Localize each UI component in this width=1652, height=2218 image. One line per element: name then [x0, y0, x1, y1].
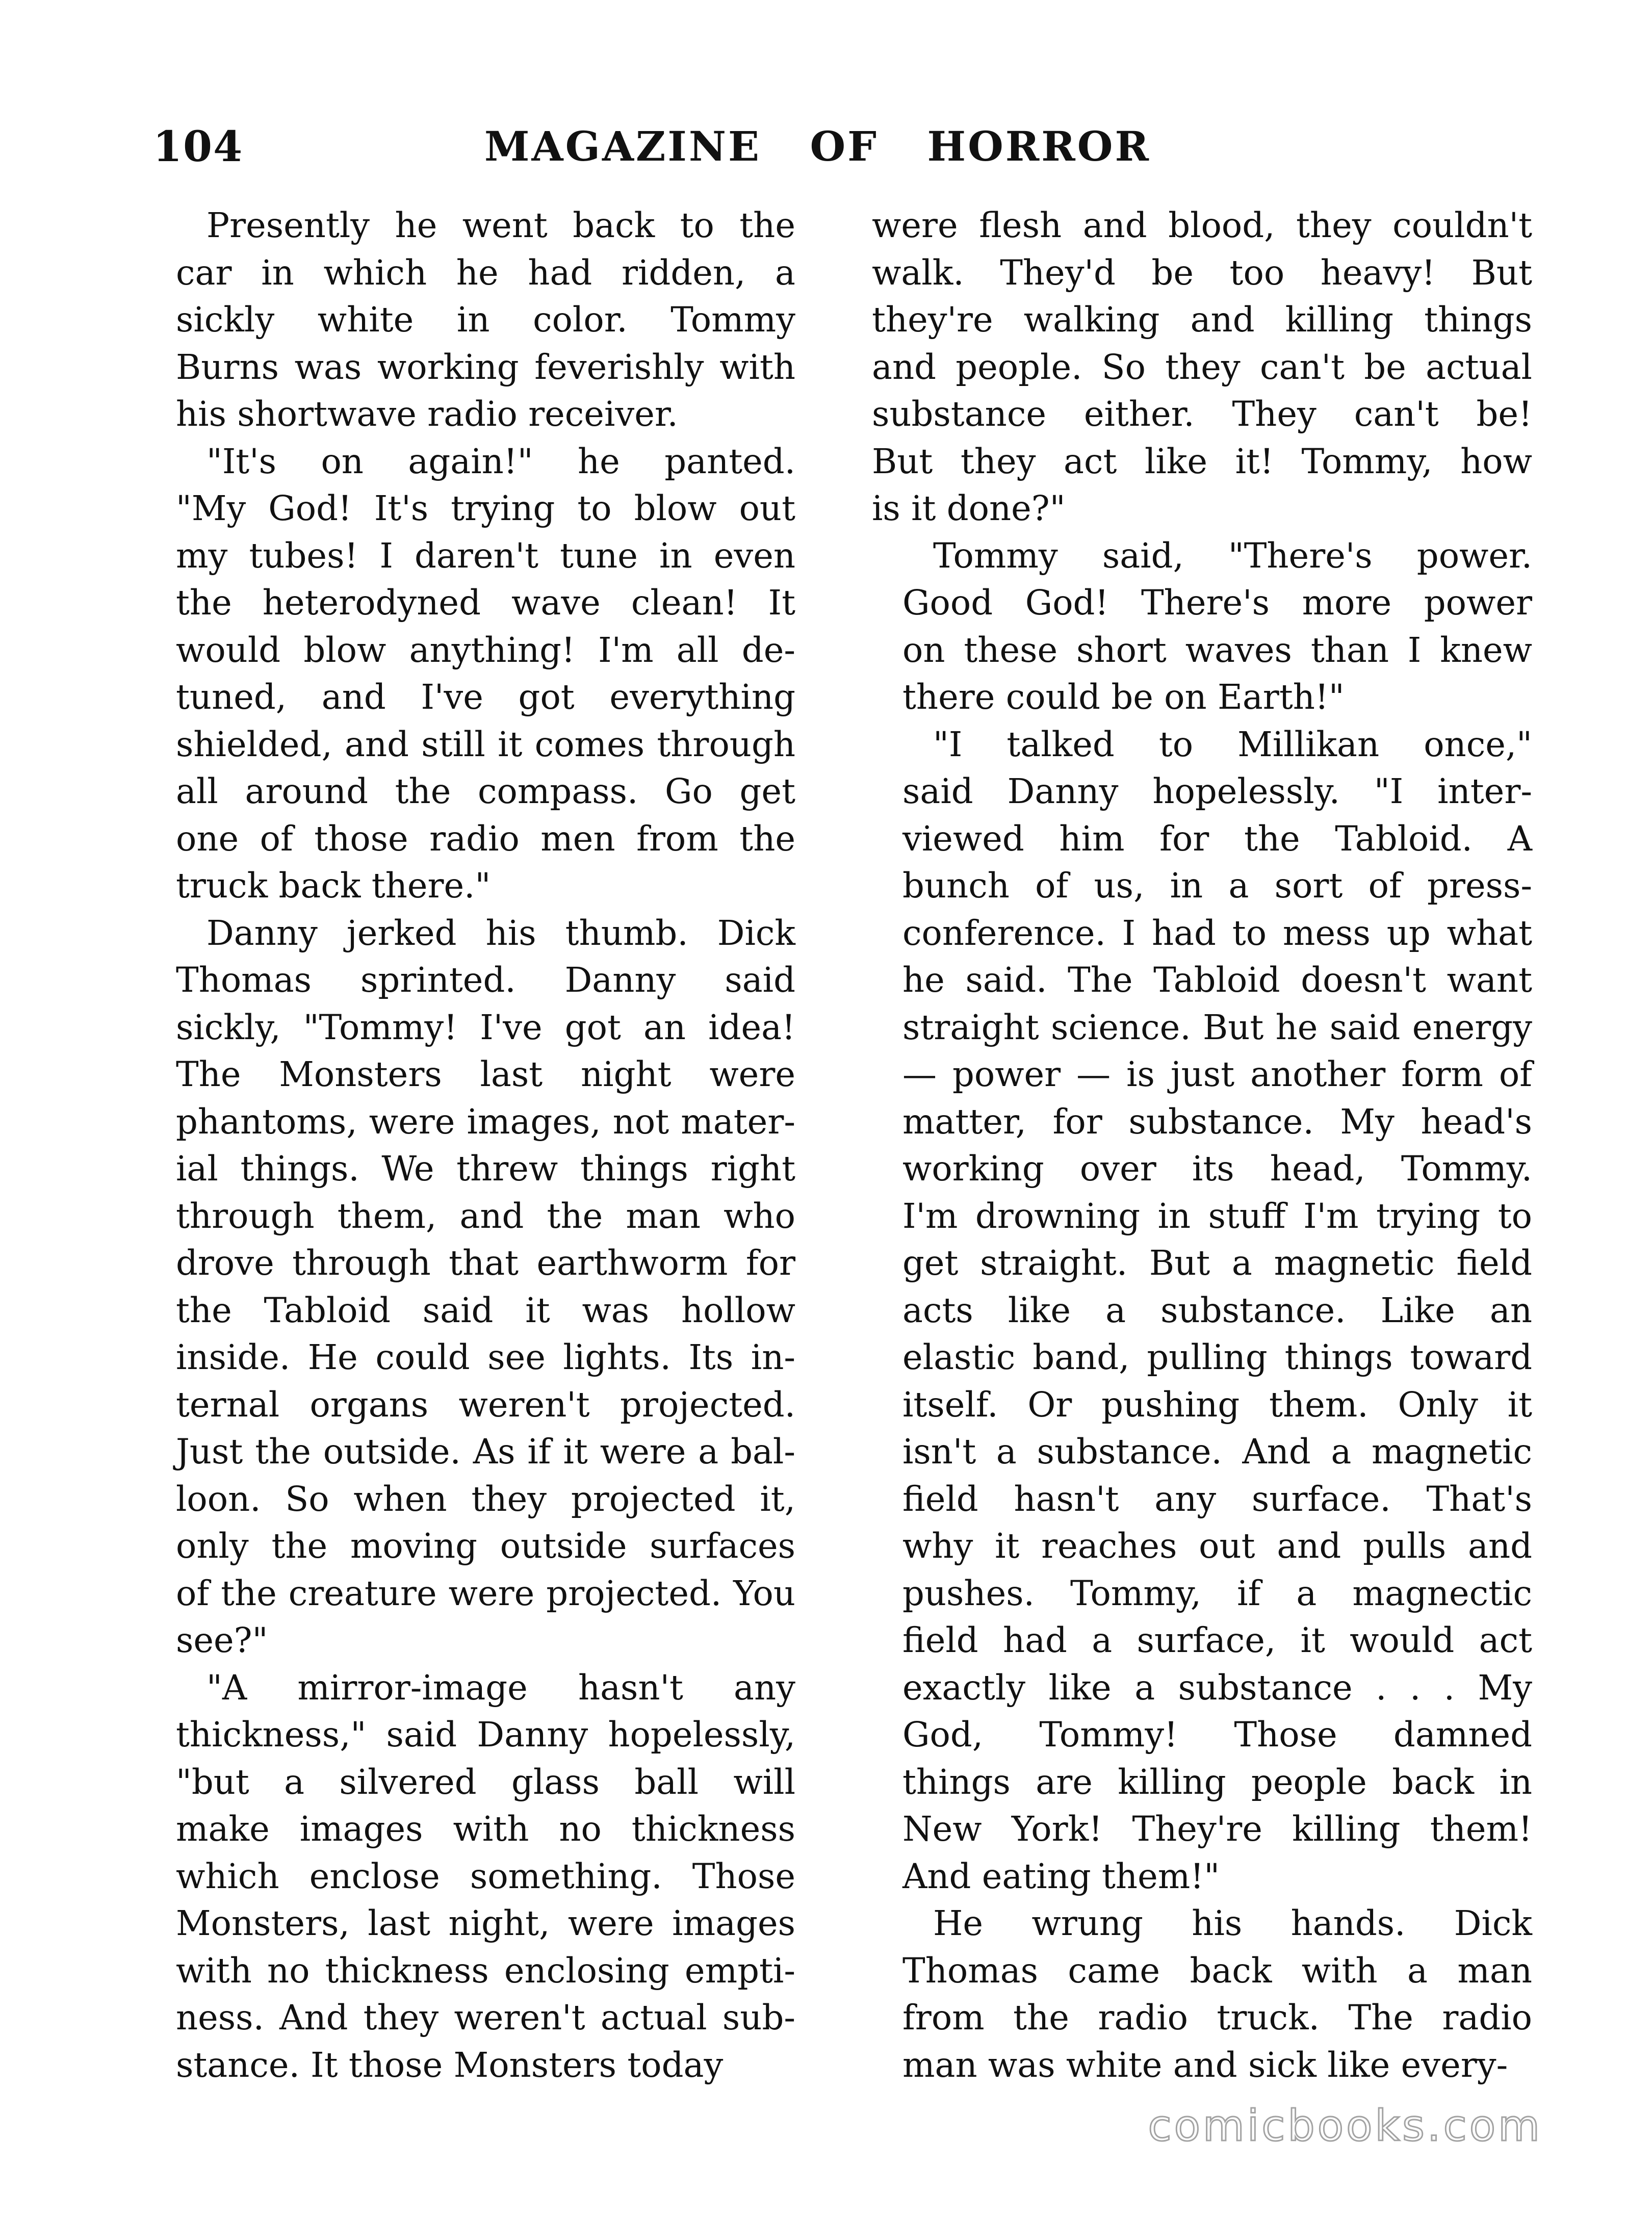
text-line: make images with no thickness — [176, 1809, 795, 1849]
text-line: And eating them!" — [902, 1856, 1220, 1896]
text-line: ial things. We threw things right — [176, 1149, 795, 1189]
text-line: through them, and the man who — [176, 1196, 795, 1236]
text-line: thickness," said Danny hopelessly, — [176, 1715, 795, 1755]
text-line: Danny jerked his thumb. Dick — [206, 913, 795, 953]
text-line: he said. The Tabloid doesn't want — [902, 960, 1532, 1000]
text-line: drove through that earthworm for — [176, 1243, 795, 1283]
text-line: Good God! There's more power — [902, 583, 1532, 623]
text-line: pushes. Tommy, if a magnectic — [902, 1573, 1532, 1613]
text-line: which enclose something. Those — [176, 1856, 795, 1896]
text-line: get straight. But a magnetic field — [902, 1243, 1532, 1283]
text-line: field had a surface, it would act — [902, 1620, 1532, 1660]
text-line: — power — is just another form of — [902, 1054, 1532, 1094]
text-line: viewed him for the Tabloid. A — [902, 818, 1532, 859]
text-line: his shortwave radio receiver. — [176, 394, 678, 434]
text-line: is it done?" — [872, 488, 1066, 528]
paragraph — [145, 1664, 795, 2089]
text-line: and people. So they can't be actual — [872, 347, 1532, 387]
running-title: MAGAZINE OF HORROR — [484, 122, 1151, 170]
text-line: the heterodyned wave clean! It — [176, 583, 795, 623]
text-line: said Danny hopelessly. "I inter- — [902, 771, 1532, 811]
page-header — [153, 122, 1530, 184]
paragraph — [872, 532, 1532, 721]
text-line: on these short waves than I knew — [902, 630, 1532, 670]
text-line: "A mirror-image hasn't any — [206, 1667, 795, 1708]
text-line: Presently he went back to the — [206, 205, 795, 245]
text-line: they're walking and killing things — [872, 300, 1532, 340]
page-number: 104 — [153, 122, 244, 171]
paragraph — [145, 910, 795, 1664]
text-line: Thomas came back with a man — [902, 1950, 1532, 1991]
paragraph — [145, 202, 795, 438]
left-column — [145, 202, 795, 2088]
watermark: comicbooks.com — [1148, 2101, 1542, 2151]
text-line: substance either. They can't be! — [872, 394, 1532, 434]
text-line: ness. And they weren't actual sub- — [176, 1998, 795, 2038]
text-line: all around the compass. Go get — [176, 771, 795, 811]
text-line: elastic band, pulling things toward — [902, 1337, 1532, 1377]
text-line: of the creature were projected. You — [176, 1573, 795, 1613]
text-line: my tubes! I daren't tune in even — [176, 535, 795, 576]
text-line: would blow anything! I'm all de- — [176, 630, 795, 670]
text-line: bunch of us, in a sort of press- — [902, 866, 1532, 906]
text-line: matter, for substance. My head's — [902, 1101, 1532, 1142]
text-line: itself. Or pushing them. Only it — [902, 1384, 1532, 1425]
text-line: New York! They're killing them! — [902, 1809, 1532, 1849]
text-line: tuned, and I've got everything — [176, 677, 795, 717]
paragraph — [872, 721, 1532, 1900]
text-line: Burns was working feverishly with — [176, 347, 795, 387]
right-column — [872, 202, 1532, 2088]
text-line: there could be on Earth!" — [902, 677, 1345, 717]
text-line: working over its head, Tommy. — [902, 1149, 1532, 1189]
text-line: why it reaches out and pulls and — [902, 1526, 1532, 1566]
text-line: Monsters, last night, were images — [176, 1903, 795, 1943]
text-line: sickly, "Tommy! I've got an idea! — [176, 1007, 795, 1047]
text-line: loon. So when they projected it, — [176, 1479, 795, 1519]
text-line: one of those radio men from the — [176, 818, 795, 859]
text-line: acts like a substance. Like an — [902, 1290, 1532, 1330]
text-line: phantoms, were images, not mater- — [176, 1101, 795, 1142]
text-line: "My God! It's trying to blow out — [176, 488, 795, 528]
text-line: But they act like it! Tommy, how — [872, 441, 1532, 481]
text-line: The Monsters last night were — [176, 1054, 795, 1094]
text-line: Tommy said, "There's power. — [933, 535, 1532, 576]
paragraph — [145, 438, 795, 910]
text-line: truck back there." — [176, 866, 491, 906]
text-line: were flesh and blood, they couldn't — [872, 205, 1532, 245]
text-line: only the moving outside surfaces — [176, 1526, 795, 1566]
text-line: Just the outside. As if it were a bal- — [176, 1432, 795, 1472]
text-line: conference. I had to mess up what — [902, 913, 1532, 953]
text-line: "but a silvered glass ball will — [176, 1762, 795, 1802]
text-line: isn't a substance. And a magnetic — [902, 1432, 1532, 1472]
paragraph — [872, 202, 1532, 532]
text-line: the Tabloid said it was hollow — [176, 1290, 795, 1330]
text-line: straight science. But he said energy — [902, 1007, 1532, 1047]
text-line: I'm drowning in stuff I'm trying to — [902, 1196, 1532, 1236]
text-line: ternal organs weren't projected. — [176, 1384, 795, 1425]
text-line: things are killing people back in — [902, 1762, 1532, 1802]
text-line: man was white and sick like every- — [902, 2045, 1508, 2085]
text-line: inside. He could see lights. Its in- — [176, 1337, 795, 1377]
text-line: field hasn't any surface. That's — [902, 1479, 1532, 1519]
text-line: He wrung his hands. Dick — [933, 1903, 1532, 1943]
text-line: "It's on again!" he panted. — [206, 441, 795, 481]
text-line: Thomas sprinted. Danny said — [176, 960, 795, 1000]
text-line: sickly white in color. Tommy — [176, 300, 795, 340]
text-line: with no thickness enclosing empti- — [176, 1950, 795, 1991]
text-line: walk. They'd be too heavy! But — [872, 252, 1532, 293]
text-line: "I talked to Millikan once," — [933, 724, 1532, 764]
text-line: God, Tommy! Those damned — [902, 1715, 1532, 1755]
text-line: shielded, and still it comes through — [176, 724, 795, 764]
text-line: car in which he had ridden, a — [176, 252, 795, 293]
text-line: stance. It those Monsters today — [176, 2045, 724, 2085]
text-line: from the radio truck. The radio — [902, 1998, 1532, 2038]
text-line: see?" — [176, 1620, 268, 1660]
text-line: exactly like a substance . . . My — [902, 1667, 1532, 1708]
paragraph — [872, 1900, 1532, 2088]
